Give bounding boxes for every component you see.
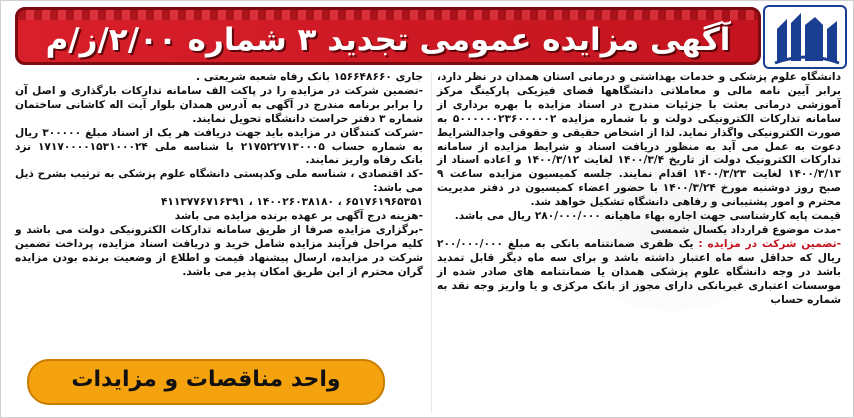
document-fee-paragraph: -شرکت کنندگان در مزایده باید جهت دریافت هر یک از اسناد مبلغ ۳۰۰۰۰۰ ریال به شماره حساب ۲۱۷۵۲۲۷۱۳۰۰۰۵ با شناسه ملی ۱۷۱۷۰۰۰۰۱۵۳۱۰۰۰۲۴ نزد بانک رفاه واریز نمایند. [15, 126, 424, 167]
guarantee-text: یک ظفری ضمانتنامه بانکی به مبلغ ۲۰۰/۰۰۰/۰۰۰ ریال که حداقل سه ماه اعتبار داشته باشد و برای سه ماه دیگر قابل تمدید باشد در وجه دانشگاه علوم پزشکی همدان یا ضمانتنامه های صادر شده از موسسات اعتباری غیربانکی دارای مجوز از بانک مرکزی و یا واریز وجه نقد به شماره حساب [437, 237, 841, 306]
codes-values-line: ۶۵۱۷۶۱۹۶۵۳۵۱ ، ۱۴۰۰۲۶۰۳۸۱۸۰ ، ۴۱۱۳۷۷۶۷۱۶۳۹۱ [160, 196, 423, 209]
base-price-line: قیمت پایه کارشناسی جهت اجاره بهاء ماهیانه ۲۸۰/۰۰۰/۰۰۰ ریال می باشد. [454, 210, 841, 223]
notice-body [15, 71, 841, 371]
logo-graphic [771, 11, 843, 67]
guarantee-label: -تضمین شرکت در مزایده : [698, 237, 842, 250]
right-column [437, 71, 841, 371]
guarantee-paragraph [437, 238, 841, 308]
header-stripe [18, 10, 758, 20]
page-title: آگهی مزایده عمومی تجدید ۳ شماره ۲/۰۰/ز/م [45, 22, 731, 58]
header-banner [15, 7, 761, 65]
footer-banner [27, 359, 385, 405]
contract-duration-line: -مدت موضوع قرارداد یکسال شمسی [650, 223, 841, 236]
account-line: جاری ۱۵۶۶۴۸۶۶۰ بانک رفاه شعبه شریعتی . [196, 71, 423, 83]
footer-label: واحد مناقصات و مزایدات [71, 367, 341, 392]
intro-paragraph: دانشگاه علوم پزشکی و خدمات بهداشتی و درمانی استان همدان در نظر دارد، برابر آیین نامه مالی و معاملاتی دانشگاهها فضای فیزیکی پارکینگ مرکز آموزشی درمانی بعثت با جزئیات مندرج در اسناد مزایده با بهره برداری از سامانه تدارکات الکترونیکی دولت و با شماره مزایده ۵۰۰۰۰۰۰۲۳۶۰۰۰۰۰۲ به صورت الکترونیکی واگذار نماید. لذا از اشخاص حقیقی و حقوقی واجدالشرایط دعوت به عمل می آید به منظور دریافت اسناد و شرایط مزایده از سامانه تدارکات الکترونیک دولت از تاریخ ۱۴۰۰/۳/۴ لغایت ۱۴۰۰/۳/۱۲ و اعاده اسناد از ۱۴۰۰/۳/۱۳ لغایت ۱۴۰۰/۳/۲۳ اقدام نمایند. جلسه کمیسیون مزایده ساعت ۹ صبح روز دوشنبه مورخ ۱۴۰۰/۳/۲۴ با حضور اعضاء کمیسیون در دفتر مدیریت محترم و امور پشتیبانی و رفاهی دانشگاه تشکیل خواهد شد. [437, 71, 842, 209]
codes-intro-line: -کد اقتصادی ، شناسه ملی وکدپستی دانشگاه علوم پزشکی به ترتیب بشرح ذیل می باشد: [15, 168, 423, 195]
ad-cost-line: -هزینه درج آگهی بر عهده برنده مزایده می باشد [174, 210, 423, 223]
procedure-paragraph: -برگزاری مزایده صرفا از طریق سامانه تدارکات الکترونیکی دولت می باشد و کلیه مراحل فرآیند مزایده شامل خرید و دریافت اسناد مزایده، پرداخت تضمین شرکت در مزایده، ارسال پیشنهاد قیمت و اطلاع از وضعیت برنده بودن مزایده گران محترم از این طریق امکان پذیر می باشد. [15, 223, 423, 278]
university-logo-icon [763, 5, 847, 69]
guarantee-submission-paragraph: -تضمین شرکت در مزایده را در پاکت الف سامانه تدارکات بارگذاری و اصل آن را برابر برنامه مندرج در آگهی به آدرس همدان بلوار آیت اله کاشانی ساختمان شماره ۳ دفتر حراست دانشگاه تحویل نمایند. [15, 84, 423, 125]
left-column [15, 71, 423, 371]
